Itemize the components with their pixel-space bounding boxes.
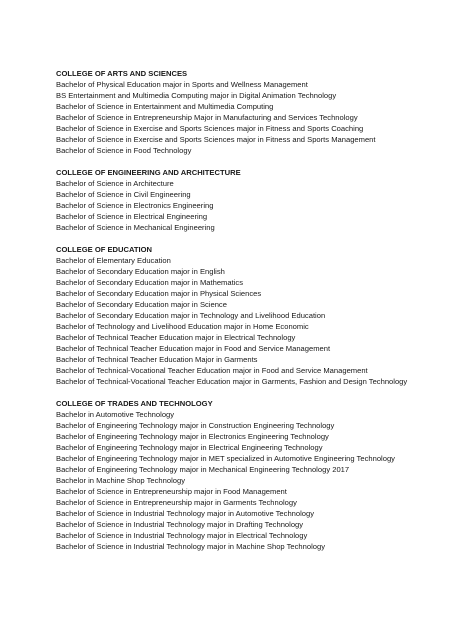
section-heading: COLLEGE OF TRADES AND TECHNOLOGY (56, 399, 213, 408)
program-item: Bachelor of Engineering Technology major in Electronics Engineering Technology (56, 432, 329, 441)
program-item: Bachelor of Technical Teacher Education major in Electrical Technology (56, 333, 296, 342)
program-item: Bachelor of Engineering Technology major in Construction Engineering Technology (56, 421, 335, 430)
program-item: Bachelor of Science in Entrepreneurship major in Garments Technology (56, 498, 297, 507)
college-section-arts-and-sciences (56, 68, 466, 156)
program-item: Bachelor of Science in Electrical Engineering (56, 212, 208, 221)
program-item: Bachelor of Technical-Vocational Teacher Education major in Garments, Fashion and Design Technology (56, 377, 408, 386)
program-item: Bachelor in Automotive Technology (56, 410, 175, 419)
program-item: Bachelor of Science in Entrepreneurship Major in Manufacturing and Services Technology (56, 113, 358, 122)
program-item: Bachelor of Science in Exercise and Sports Sciences major in Fitness and Sports Coaching (56, 124, 364, 133)
program-item: Bachelor of Science in Electronics Engineering (56, 201, 214, 210)
program-item: Bachelor of Secondary Education major in Technology and Livelihood Education (56, 311, 326, 320)
program-item: Bachelor of Science in Entertainment and Multimedia Computing (56, 102, 274, 111)
program-item: Bachelor of Technology and Livelihood Education major in Home Economic (56, 322, 309, 331)
program-item: Bachelor of Science in Industrial Technology major in Automotive Technology (56, 509, 315, 518)
program-item: Bachelor of Science in Exercise and Sports Sciences major in Fitness and Sports Management (56, 135, 376, 144)
program-item: Bachelor in Machine Shop Technology (56, 476, 186, 485)
program-item: Bachelor of Secondary Education major in Physical Sciences (56, 289, 262, 298)
program-item: Bachelor of Secondary Education major in Science (56, 300, 227, 309)
college-section-education (56, 244, 466, 387)
program-item: Bachelor of Science in Industrial Technology major in Electrical Technology (56, 531, 308, 540)
section-heading: COLLEGE OF EDUCATION (56, 245, 153, 254)
program-item: Bachelor of Science in Architecture (56, 179, 174, 188)
program-item: Bachelor of Secondary Education major in English (56, 267, 225, 276)
program-item: Bachelor of Engineering Technology major in Mechanical Engineering Technology 2017 (56, 465, 350, 474)
college-section-trades-and-technology (56, 398, 466, 552)
program-item: Bachelor of Secondary Education major in Mathematics (56, 278, 243, 287)
program-item: Bachelor of Technical Teacher Education Major in Garments (56, 355, 258, 364)
program-item: Bachelor of Science in Civil Engineering (56, 190, 191, 199)
program-item: Bachelor of Technical-Vocational Teacher Education major in Food and Service Management (56, 366, 368, 375)
program-item: Bachelor of Science in Food Technology (56, 146, 192, 155)
program-item: Bachelor of Science in Entrepreneurship major in Food Management (56, 487, 287, 496)
program-item: Bachelor of Elementary Education (56, 256, 171, 265)
program-item: Bachelor of Physical Education major in Sports and Wellness Management (56, 80, 308, 89)
program-item: Bachelor of Science in Industrial Technology major in Drafting Technology (56, 520, 304, 529)
program-item: Bachelor of Technical Teacher Education major in Food and Service Management (56, 344, 331, 353)
college-program-list (56, 68, 466, 563)
program-item: Bachelor of Engineering Technology major in Electrical Engineering Technology (56, 443, 323, 452)
program-item: Bachelor of Science in Mechanical Engineering (56, 223, 215, 232)
program-item: Bachelor of Science in Industrial Technology major in Machine Shop Technology (56, 542, 326, 551)
section-heading: COLLEGE OF ENGINEERING AND ARCHITECTURE (56, 168, 241, 177)
college-section-engineering-and-architecture (56, 167, 466, 233)
section-heading: COLLEGE OF ARTS AND SCIENCES (56, 69, 188, 78)
program-item: BS Entertainment and Multimedia Computing major in Digital Animation Technology (56, 91, 337, 100)
program-item: Bachelor of Engineering Technology major in MET specialized in Automotive Engineering Technology (56, 454, 395, 463)
